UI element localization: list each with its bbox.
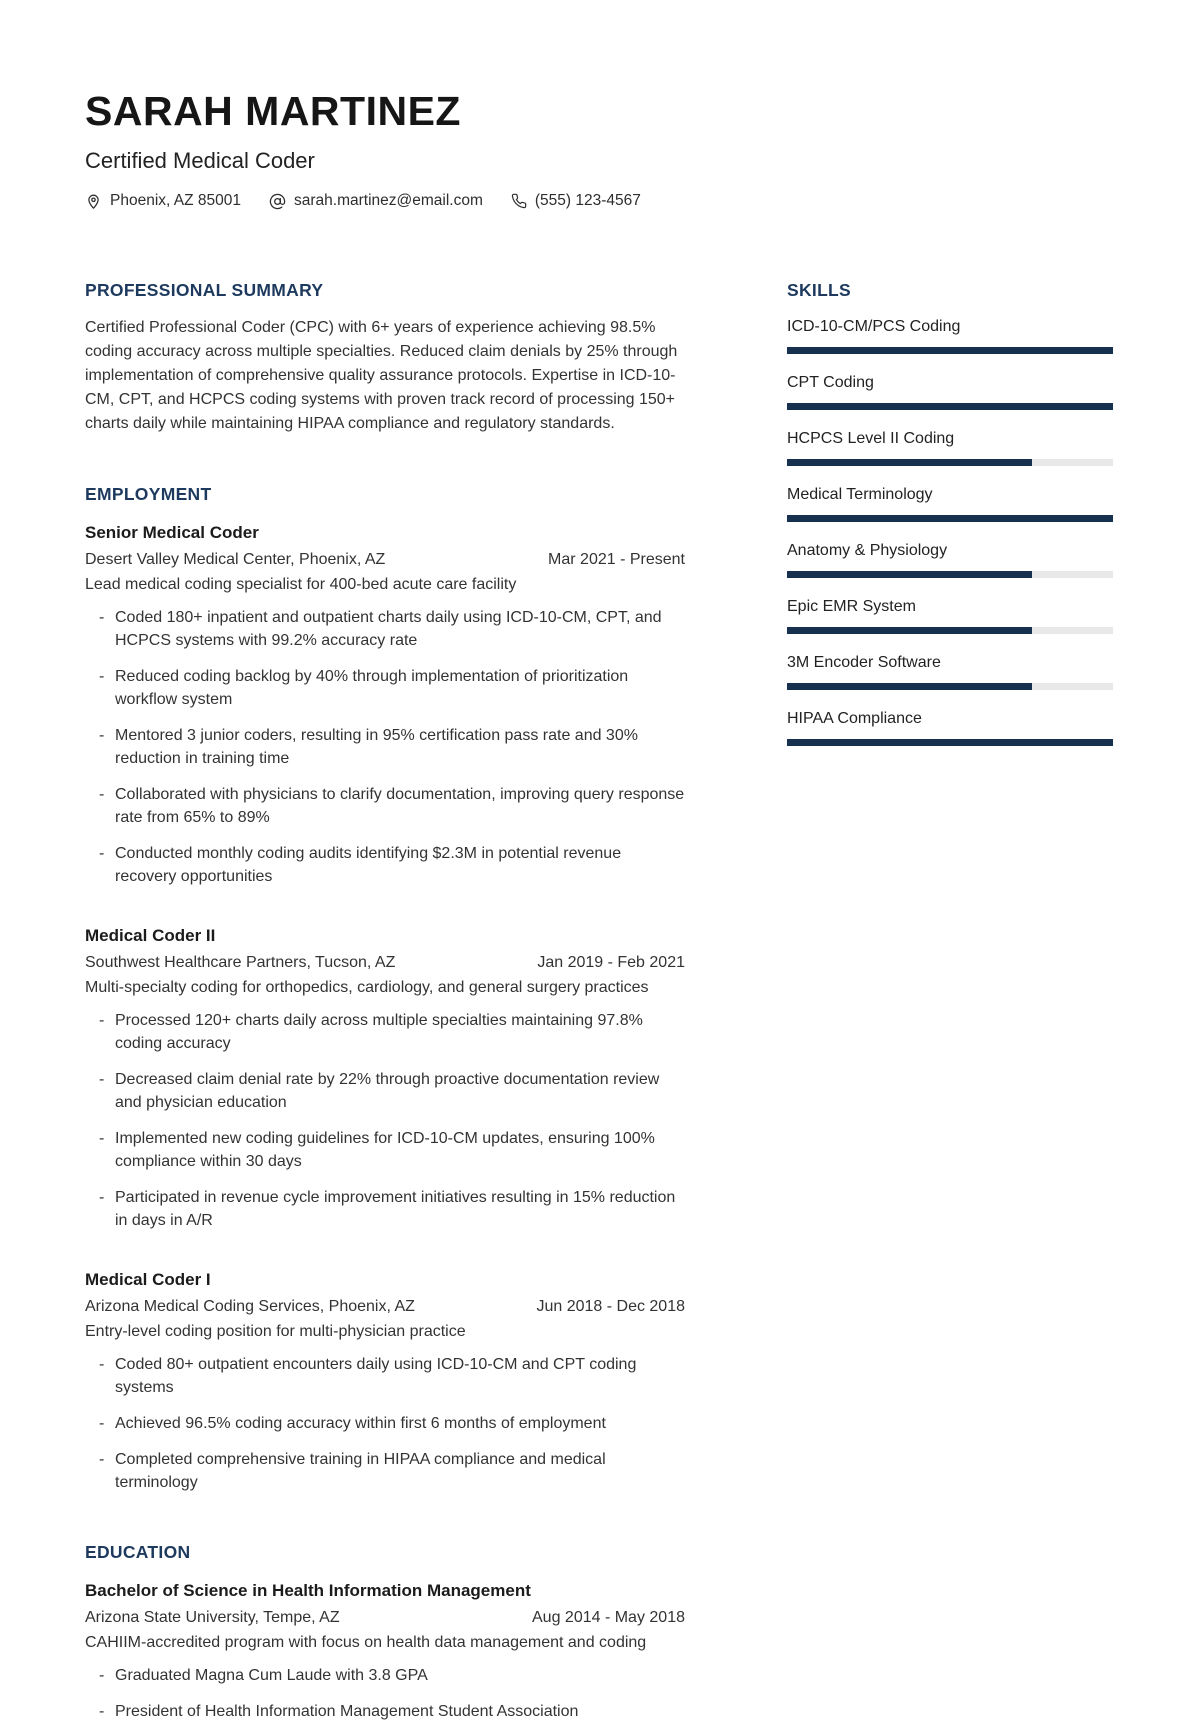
education-dates: Aug 2014 - May 2018 <box>532 1609 685 1627</box>
skill-label: Epic EMR System <box>787 598 916 616</box>
contact-phone <box>511 192 641 210</box>
skill-label: 3M Encoder Software <box>787 654 941 672</box>
skill-bar-track <box>787 347 1113 354</box>
skill-label: HIPAA Compliance <box>787 710 922 728</box>
job-company: Desert Valley Medical Center, Phoenix, AZ <box>85 551 386 569</box>
skill-item <box>787 484 1113 522</box>
skill-bar-fill <box>787 347 1113 354</box>
section-education <box>85 1542 685 1723</box>
job-subline <box>85 1294 685 1319</box>
skill-item <box>787 652 1113 690</box>
skill-label: HCPCS Level II Coding <box>787 430 955 448</box>
skill-label: ICD-10-CM/PCS Coding <box>787 318 961 336</box>
job-bullet: - Participated in revenue cycle improvement initiatives resulting in 15% reduction in days in A/R <box>85 1186 685 1232</box>
skills-heading: SKILLS <box>787 280 852 301</box>
skill-item <box>787 316 1113 354</box>
person-name: SARAH MARTINEZ <box>85 88 461 134</box>
job-title: Senior Medical Coder <box>85 523 259 543</box>
skill-label: CPT Coding <box>787 374 874 392</box>
job-description: Lead medical coding specialist for 400-bed acute care facility <box>85 576 517 594</box>
skill-bar-fill <box>787 627 1032 634</box>
job-subline <box>85 547 685 572</box>
contact-row <box>85 192 1113 210</box>
job-description: Multi-specialty coding for orthopedics, cardiology, and general surgery practices <box>85 979 649 997</box>
resume-header <box>85 90 1113 210</box>
skill-item <box>787 372 1113 410</box>
skills-column <box>787 280 1113 1736</box>
education-bullet: - Graduated Magna Cum Laude with 3.8 GPA <box>85 1664 685 1687</box>
job-title: Medical Coder I <box>85 1270 211 1290</box>
skill-bar-track <box>787 683 1113 690</box>
skill-bar-track <box>787 515 1113 522</box>
skill-bar-fill <box>787 683 1032 690</box>
education-bullet: - President of Health Information Management Student Association <box>85 1700 685 1723</box>
skills-list <box>787 316 1113 746</box>
job-bullet: - Mentored 3 junior coders, resulting in 95% certification pass rate and 30% reduction in training time <box>85 724 685 770</box>
job-entry <box>85 521 685 888</box>
skill-label: Anatomy & Physiology <box>787 542 948 560</box>
education-degree: Bachelor of Science in Health Information Management <box>85 1581 531 1601</box>
resume-body <box>85 280 1113 1736</box>
skill-bar-track <box>787 571 1113 578</box>
job-company: Arizona Medical Coding Services, Phoenix, AZ <box>85 1298 415 1316</box>
job-bullet: - Reduced coding backlog by 40% through implementation of prioritization workflow system <box>85 665 685 711</box>
education-subline <box>85 1605 685 1630</box>
job-bullet: - Coded 180+ inpatient and outpatient charts daily using ICD-10-CM, CPT, and HCPCS systems with 99.2% accuracy rate <box>85 606 685 652</box>
contact-email <box>269 192 483 210</box>
person-title: Certified Medical Coder <box>85 148 315 174</box>
contact-location-text: Phoenix, AZ 85001 <box>110 192 241 210</box>
skill-item <box>787 596 1113 634</box>
contact-location <box>85 192 241 210</box>
job-bullet: - Completed comprehensive training in HIPAA compliance and medical terminology <box>85 1448 685 1494</box>
job-bullet: - Implemented new coding guidelines for ICD-10-CM updates, ensuring 100% compliance within 30 days <box>85 1127 685 1173</box>
skill-item <box>787 540 1113 578</box>
job-bullet: - Processed 120+ charts daily across multiple specialties maintaining 97.8% coding accuracy <box>85 1009 685 1055</box>
job-bullet-list <box>85 1009 685 1232</box>
job-entry <box>85 924 685 1232</box>
summary-heading: PROFESSIONAL SUMMARY <box>85 280 324 301</box>
contact-phone-text: (555) 123-4567 <box>534 192 641 210</box>
job-bullet: - Decreased claim denial rate by 22% through proactive documentation review and physician education <box>85 1068 685 1114</box>
summary-text: Certified Professional Coder (CPC) with 6+ years of experience achieving 98.5% coding accuracy across multiple specialties. Reduced claim denials by 25% through implementation of comprehensive quality assurance protocols. Expertise in ICD-10-CM, CPT, and HCPCS coding systems with proven track record of processing 150+ charts daily while maintaining HIPAA compliance and regulatory standards. <box>85 319 678 433</box>
job-bullet-list <box>85 1353 685 1494</box>
section-professional-summary <box>85 280 685 436</box>
job-description: Entry-level coding position for multi-physician practice <box>85 1323 466 1341</box>
skill-bar-fill <box>787 403 1113 410</box>
education-bullet-list <box>85 1664 685 1723</box>
job-bullet-list <box>85 606 685 888</box>
at-sign-icon <box>269 193 286 210</box>
skill-item <box>787 708 1113 746</box>
education-description: CAHIIM-accredited program with focus on health data management and coding <box>85 1634 647 1652</box>
job-bullet: - Achieved 96.5% coding accuracy within first 6 months of employment <box>85 1412 685 1435</box>
skill-bar-track <box>787 627 1113 634</box>
skill-bar-fill <box>787 515 1113 522</box>
skill-label: Medical Terminology <box>787 486 933 504</box>
job-dates: Jun 2018 - Dec 2018 <box>536 1298 685 1316</box>
skill-bar-fill <box>787 571 1032 578</box>
education-heading: EDUCATION <box>85 1542 191 1563</box>
skill-bar-fill <box>787 739 1113 746</box>
job-bullet: - Coded 80+ outpatient encounters daily using ICD-10-CM and CPT coding systems <box>85 1353 685 1399</box>
education-school: Arizona State University, Tempe, AZ <box>85 1609 340 1627</box>
employment-heading: EMPLOYMENT <box>85 484 212 505</box>
skill-bar-track <box>787 403 1113 410</box>
job-dates: Mar 2021 - Present <box>548 551 685 569</box>
skill-bar-track <box>787 459 1113 466</box>
education-entry <box>85 1579 685 1723</box>
skill-bar-fill <box>787 459 1032 466</box>
section-employment <box>85 484 685 1494</box>
job-bullet: - Collaborated with physicians to clarify documentation, improving query response rate from 65% to 89% <box>85 783 685 829</box>
location-pin-icon <box>85 193 102 210</box>
skill-bar-track <box>787 739 1113 746</box>
job-entry <box>85 1268 685 1494</box>
phone-icon <box>511 193 527 209</box>
job-company: Southwest Healthcare Partners, Tucson, AZ <box>85 954 396 972</box>
contact-email-text: sarah.martinez@email.com <box>294 192 483 210</box>
main-column <box>85 280 685 1736</box>
skill-item <box>787 428 1113 466</box>
job-bullet: - Conducted monthly coding audits identifying $2.3M in potential revenue recovery opportunities <box>85 842 685 888</box>
job-subline <box>85 950 685 975</box>
job-dates: Jan 2019 - Feb 2021 <box>537 954 685 972</box>
job-title: Medical Coder II <box>85 926 216 946</box>
